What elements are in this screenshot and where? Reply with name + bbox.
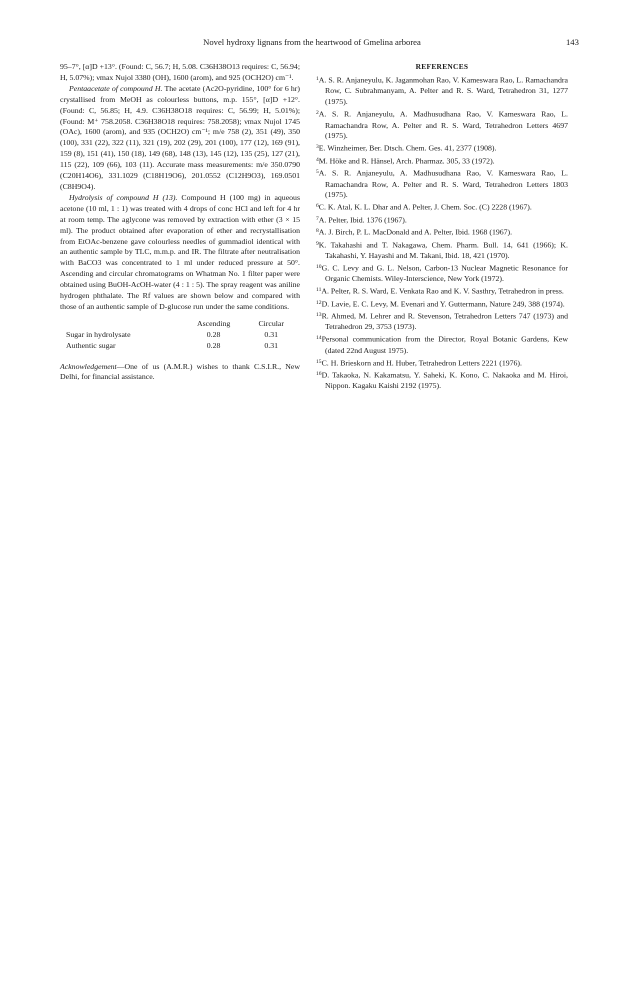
reference-text: A. S. R. Anjaneyulu, A. Madhusudhana Rao, V. Kameswara Rao, L. Ramachandra Row, A. Pelter and R. S. Ward, Tetrahedron Letters 4697 (1975).	[318, 109, 568, 141]
reference-item	[316, 108, 568, 142]
running-head: Novel hydroxy lignans from the heartwood of Gmelina arborea	[203, 37, 421, 47]
reference-number: 3	[316, 144, 319, 151]
reference-number: 4	[316, 156, 319, 163]
hydrolysis-heading: Hydrolysis of compound H (13).	[69, 192, 178, 202]
acknowledgement-text: —One of us (A.M.R.) wishes to thank C.S.I.R., New Delhi, for financial assistance.	[60, 361, 300, 382]
reference-text: M. Höke and R. Hänsel, Arch. Pharmaz. 305, 33 (1972).	[318, 156, 495, 166]
reference-item	[316, 142, 568, 154]
reference-item	[316, 369, 568, 392]
paragraph-compound-data: 95–7°, [α]D +13°. (Found: C, 56.7; H, 5.08. C36H38O13 requires: C, 56.94; H, 5.07%); νmax Nujol 3380 (OH), 1600 (arom), and 925 (OCH2O) cm⁻¹.	[60, 62, 300, 82]
reference-item	[316, 262, 568, 285]
reference-number: 16	[316, 371, 322, 378]
rf-table-header-row	[60, 319, 300, 330]
reference-text: D. Takaoka, N. Kakamatsu, Y. Saheki, K. Kono, C. Nakaoka and M. Hiroi, Nippon. Kagaku Kaishi 2192 (1975).	[321, 370, 568, 391]
pentaacetate-heading: Pentaacetate of compound H.	[69, 83, 163, 93]
reference-text: A. J. Birch, P. L. MacDonald and A. Pelter, Ibid. 1968 (1967).	[318, 227, 513, 237]
reference-text: D. Lavie, E. C. Levy, M. Evenari and Y. Guttermann, Nature 249, 388 (1974).	[321, 299, 565, 309]
reference-text: G. C. Levy and G. L. Nelson, Carbon-13 Nuclear Magnetic Resonance for Organic Chemists. Wiley-Interscience, New York (1972).	[321, 263, 568, 284]
reference-number: 11	[316, 287, 322, 294]
rf-row-label: Sugar in hydrolysate	[66, 329, 131, 339]
reference-number: 10	[316, 263, 322, 270]
references-heading: REFERENCES	[415, 62, 469, 71]
pentaacetate-text: The acetate (Ac2O-pyridine, 100° for 6 hr) crystallised from MeOH as colourless buttons, m.p. 155°, [α]D +12°. (Found: C, 56.85; H, 4.9. C36H38O18 requires: C, 56.99; H, 5.01%); (Found: M⁺ 758.2058. C36H38O18 requires: 758.2058); νmax Nujol 1745 (OAc), 1600 (arom), and 935 (OCH2O) cm⁻¹; m/e 758 (2), 351 (49), 350 (100), 331 (22), 322 (11), 321 (19), 202 (29), 201 (100), 177 (12), 169 (91), 159 (8), 151 (41), 150 (18), 149 (68), 148 (13), 145 (12), 135 (25), 127 (21), 115 (22), 109 (66), 103 (11). Accurate mass measurements: m/e 350.0790 (C20H14O6), 331.1029 (C18H19O6), 201.0552 (C12H9O3), 169.0501 (C8H9O4).	[60, 83, 301, 191]
reference-number: 14	[316, 335, 322, 342]
rf-table-header-ascending: Ascending	[196, 318, 231, 328]
reference-text: E. Winzheimer, Ber. Dtsch. Chem. Ges. 41, 2377 (1908).	[318, 143, 497, 153]
reference-item	[316, 167, 568, 201]
reference-item	[316, 74, 568, 108]
reference-number: 6	[316, 203, 319, 210]
reference-number: 1	[316, 75, 319, 82]
reference-item	[316, 310, 568, 333]
acknowledgement-heading: Acknowledgement	[60, 361, 117, 371]
reference-text: A. S. R. Anjaneyulu, K. Jaganmohan Rao, V. Kameswara Rao, L. Ramachandra Row, C. Subrahmanyam, A. Pelter and R. S. Ward, Tetrahedron 31, 1277 (1975).	[318, 75, 568, 107]
hydrolysis-text: Compound H (100 mg) in aqueous acetone (10 ml, 1 : 1) was treated with 4 drops of conc HCl and left for 4 hr at room temp. The aglycone was removed by extraction with ether (3 × 15 ml). The product obtained after evaporation of ether and recrystallisation from EtOAc-benzene gave colourless needles of gummadiol identical with an authentic sample by TLC, m.m.p. and IR. The filtrate after neutralisation with BaCO3 was concentrated to 1 ml under reduced pressure at 50°. Ascending and circular chromatograms on Whatman No. 1 filter paper were obtained using BuOH-AcOH-water (4 : 1 : 5). The spray reagent was aniline hydrogen phthalate. The Rf values are shown below and compared with those of an authentic sample of D-glucose run under the same conditions.	[60, 192, 300, 311]
reference-number: 8	[316, 228, 319, 235]
reference-number: 2	[316, 110, 319, 117]
reference-number: 9	[316, 240, 319, 247]
reference-text: K. Takahashi and T. Nakagawa, Chem. Pharm. Bull. 14, 641 (1966); K. Takahashi, Y. Hayashi and M. Takani, Ibid. 18, 421 (1970).	[318, 240, 568, 260]
reference-number: 13	[316, 312, 322, 319]
reference-item	[316, 155, 568, 167]
table-row	[60, 330, 300, 341]
table-row	[60, 341, 300, 352]
rf-table-header-blank	[60, 319, 185, 330]
acknowledgement	[60, 362, 300, 384]
rf-row-ascending: 0.28	[206, 340, 221, 350]
left-column	[60, 62, 300, 383]
reference-number: 7	[316, 215, 319, 222]
reference-item	[316, 285, 568, 297]
paragraph-pentaacetate	[60, 84, 300, 193]
reference-text: R. Ahmed, M. Lehrer and R. Stevenson, Tetrahedron Letters 747 (1973) and Tetrahedron 29, 3753 (1973).	[321, 311, 568, 332]
rf-row-circular: 0.31	[264, 340, 279, 350]
reference-text: C. H. Brieskorn and H. Huber, Tetrahedron Letters 2221 (1976).	[321, 358, 522, 368]
reference-number: 5	[316, 169, 319, 176]
page-number: 143	[566, 37, 579, 47]
rf-row-ascending: 0.28	[206, 329, 221, 339]
reference-text: A. Pelter, R. S. Ward, E. Venkata Rao and K. V. Sasthry, Tetrahedron in press.	[321, 286, 564, 296]
reference-number: 15	[316, 358, 322, 365]
rf-row-circular: 0.31	[264, 329, 279, 339]
reference-item	[316, 357, 568, 369]
rf-table	[60, 319, 300, 352]
reference-item	[316, 214, 568, 226]
reference-list	[316, 74, 568, 392]
reference-item	[316, 239, 568, 262]
reference-text: A. S. R. Anjaneyulu, A. Madhusudhana Rao, V. Kameswara Rao, L. Ramachandra Row, A. Pelter and R. S. Ward, Tetrahedron Letters 1803 (1975).	[318, 168, 568, 200]
reference-item	[316, 333, 568, 356]
paragraph-hydrolysis	[60, 193, 300, 313]
reference-item	[316, 201, 568, 213]
reference-number: 12	[316, 299, 322, 306]
references-column	[316, 62, 568, 392]
rf-row-label: Authentic sugar	[66, 340, 116, 350]
reference-item	[316, 226, 568, 238]
reference-item	[316, 298, 568, 310]
reference-text: Personal communication from the Director, Royal Botanic Gardens, Kew (dated 22nd August 1975).	[321, 334, 568, 355]
rf-table-header-circular: Circular	[258, 318, 284, 328]
reference-text: A. Pelter, Ibid. 1376 (1967).	[318, 215, 407, 225]
reference-text: C. K. Atal, K. L. Dhar and A. Pelter, J. Chem. Soc. (C) 2228 (1967).	[318, 202, 532, 212]
